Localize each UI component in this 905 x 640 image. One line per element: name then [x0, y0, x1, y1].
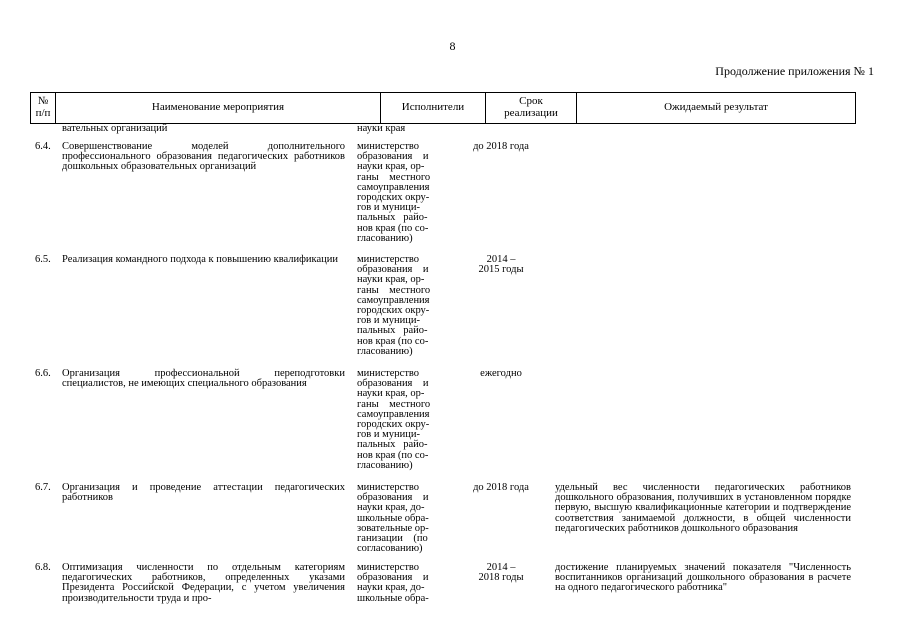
header-result: Ожидаемый результат — [664, 101, 768, 114]
row-term: до 2018 года — [473, 482, 529, 493]
row-executors: министерство образования и науки края, ор- ганы местного самоуправления городских окру- гов и муници- пальных райо- нов края (по со- гласованию) — [357, 368, 431, 471]
page-number: 8 — [449, 39, 456, 53]
row-num: 6.7. — [35, 482, 51, 493]
row-result: удельный вес численности педагогических работников дошкольного образования, получивших в установленном порядке первую, высшую квалификационные категории и подтверждение соответствия занимаемой должности, в общей численности педагогических работников дошкольного образования — [555, 482, 851, 534]
annex-note: Продолжение приложения № 1 — [715, 64, 874, 78]
continuation-name: вательных организаций — [62, 123, 168, 134]
row-executors: министерство образования и науки края, ор- ганы местного самоуправления городских окру- гов и муници- пальных райо- нов края (по со- гласованию) — [357, 254, 431, 357]
row-term: до 2018 года — [473, 141, 529, 152]
header-term: Срок реализации — [504, 95, 558, 119]
row-term: ежегодно — [480, 368, 522, 379]
row-executors: министерство образования и науки края, до- школьные обра- зовательные ор- ганизации (по согласованию) — [357, 482, 429, 555]
row-term: 2014 – 2015 годы — [478, 254, 524, 276]
row-num: 6.5. — [35, 254, 51, 265]
row-num: 6.4. — [35, 141, 51, 152]
row-name: Организация и проведение аттестации педагогических работников — [62, 482, 345, 504]
header-executors: Исполнители — [401, 101, 465, 114]
row-name: Реализация командного подхода к повышению квалификации — [62, 254, 339, 265]
row-num: 6.8. — [35, 562, 51, 573]
header-num: № п/п — [35, 95, 51, 119]
row-executors: министерство образования и науки края, до- школьные обра- — [357, 562, 429, 604]
continuation-executors: науки края — [357, 123, 406, 134]
row-name: Оптимизация численности по отдельным категориям педагогических работников, определенных указами Президента Российской Федерации, с учетом увеличения производительности труда и про- — [62, 562, 345, 604]
row-term: 2014 – 2018 годы — [478, 562, 524, 584]
table-header — [30, 92, 856, 124]
row-result: достижение планируемых значений показателя "Численность воспитанников организаций дошкольного образования в расчете на одного педагогического работника" — [555, 562, 851, 594]
row-name: Организация профессиональной переподготовки специалистов, не имеющих специального образования — [62, 368, 345, 390]
row-executors: министерство образования и науки края, ор- ганы местного самоуправления городских окру- гов и муници- пальных райо- нов края (по со- гласованию) — [357, 141, 431, 244]
row-name: Совершенствование моделей дополнительного профессионального образования педагогических работников дошкольных образовательных организаций — [62, 141, 345, 173]
header-name: Наименование мероприятия — [151, 101, 285, 114]
row-num: 6.6. — [35, 368, 51, 379]
